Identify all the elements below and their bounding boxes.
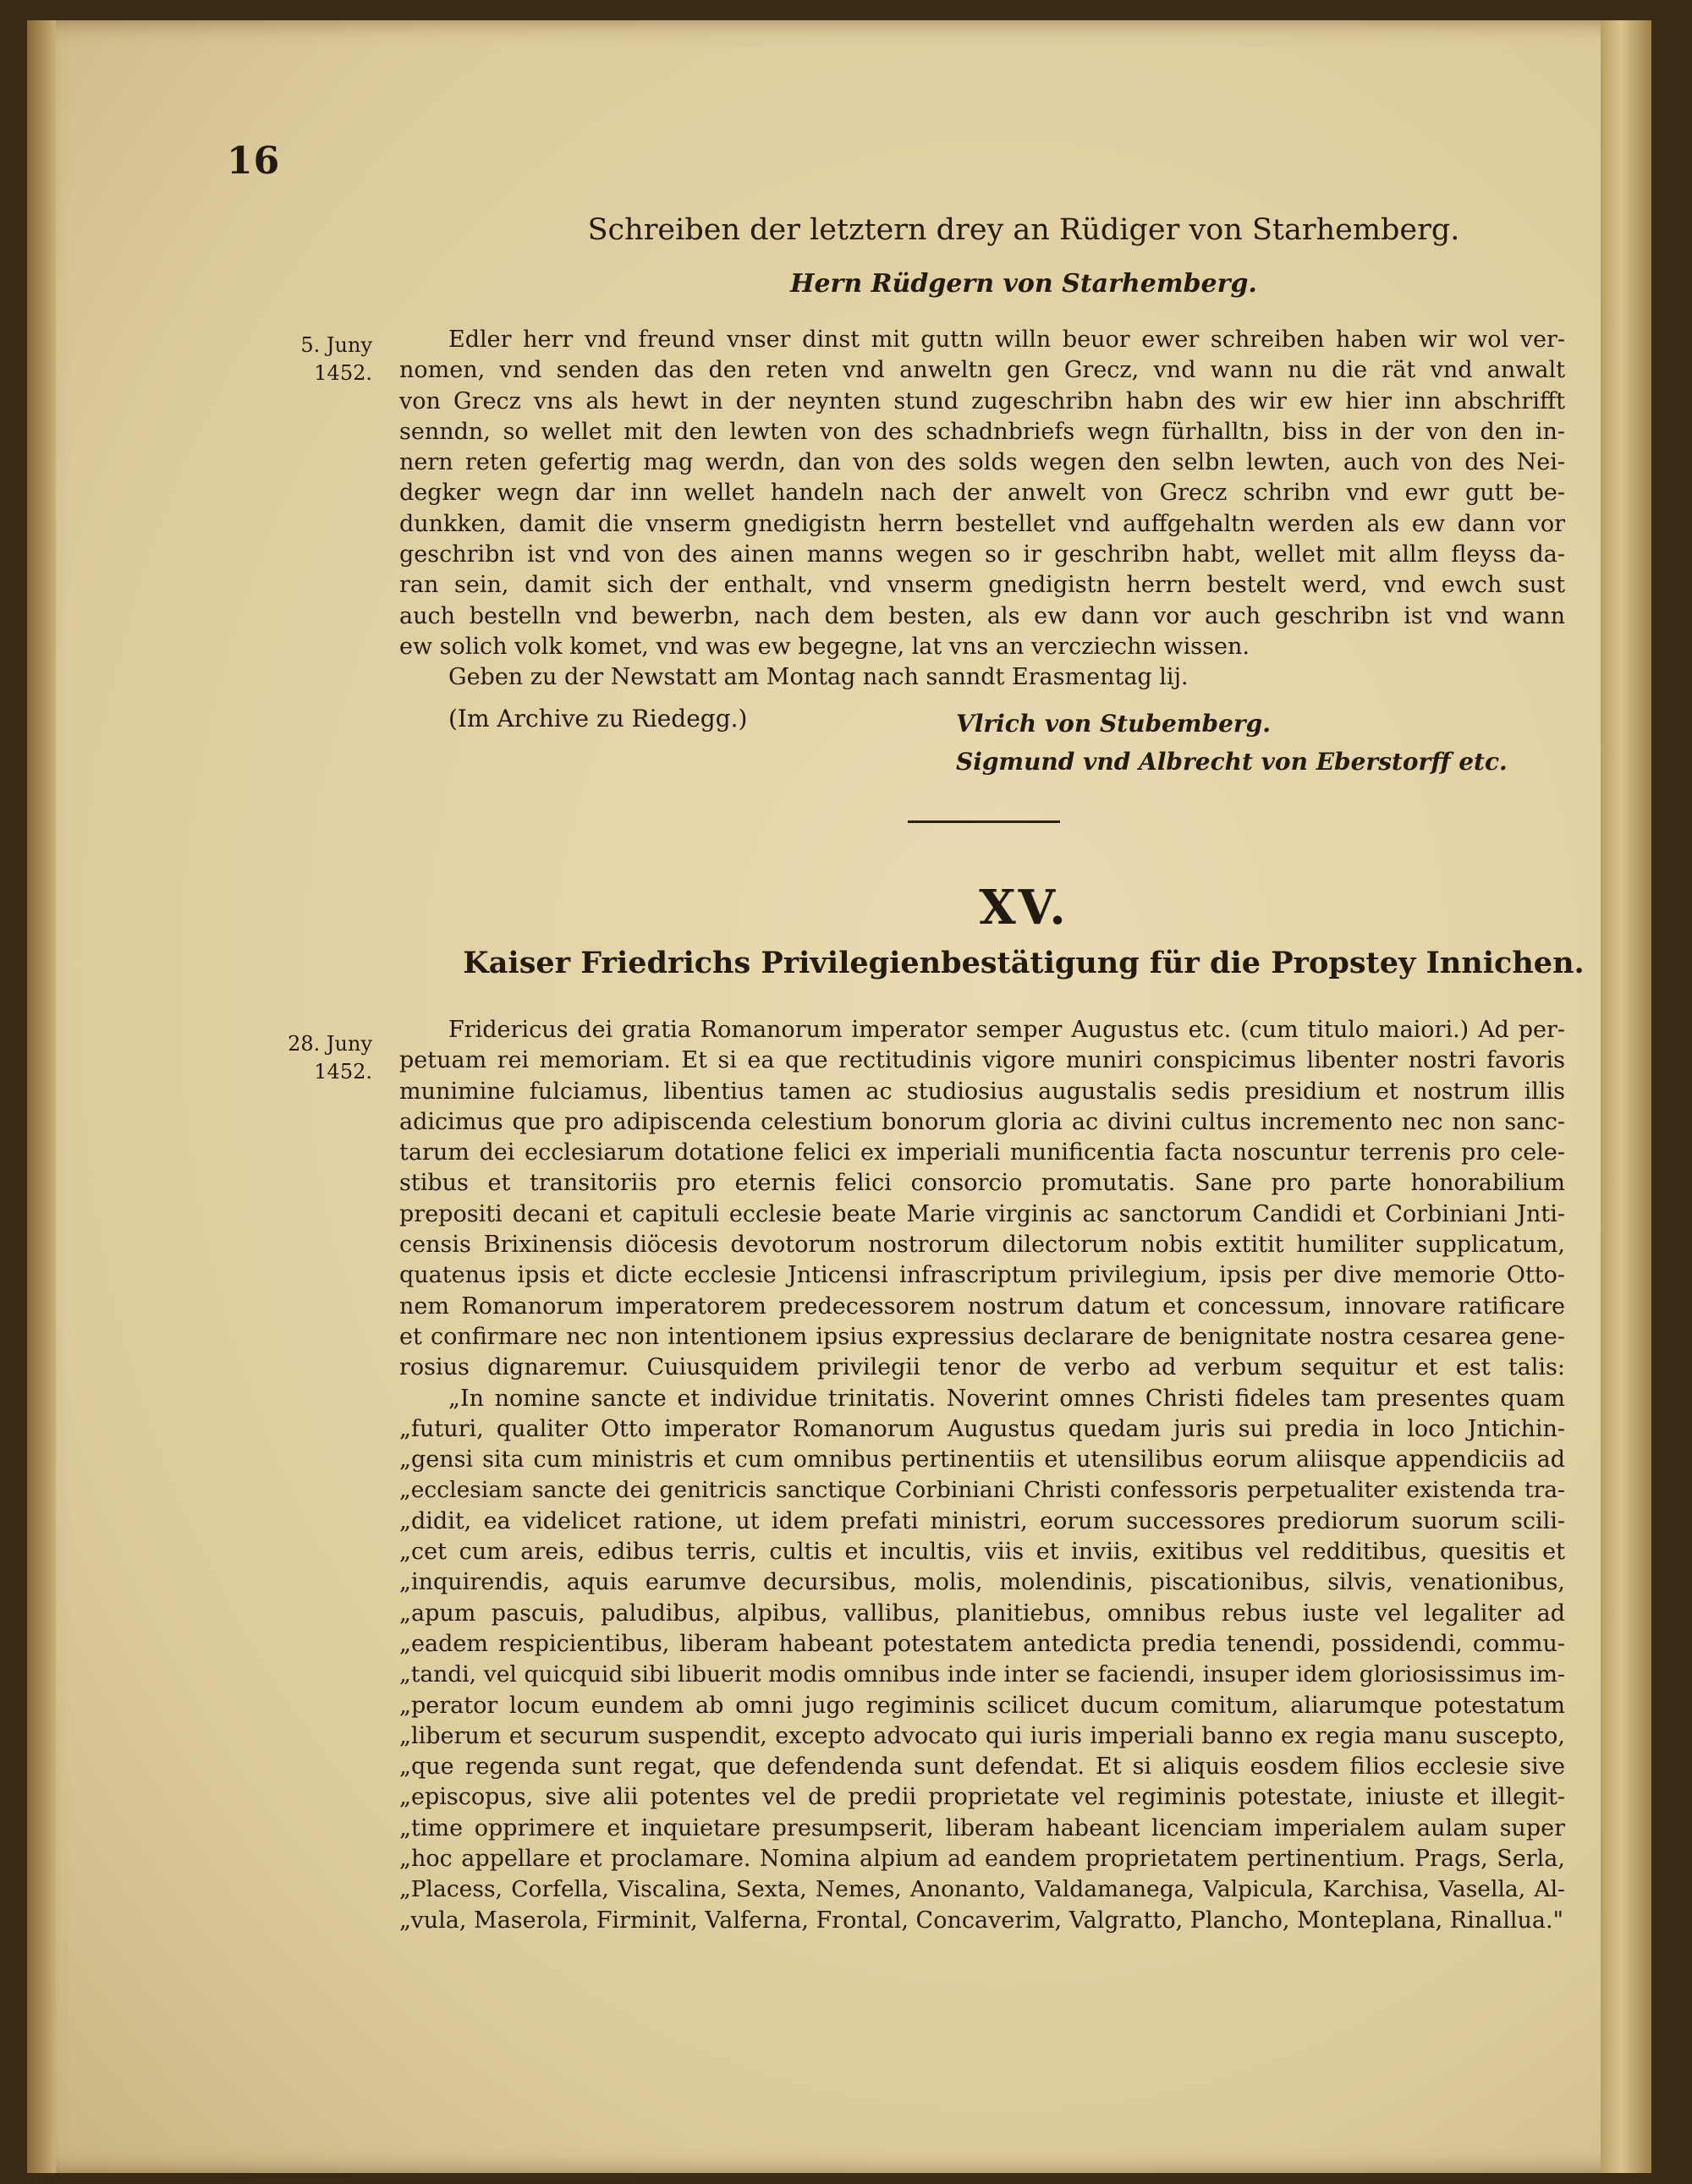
text-line: ran sein, damit sich der enthalt, vnd vnserm gnedigistn herrn bestelt werd, vnd ewch sust [399, 572, 1565, 599]
text-line: „episcopus, sive alii potentes vel de predii proprietate vel regiminis potestate, iniuste et illegit- [399, 1784, 1565, 1811]
text-line: geschribn ist vnd von des ainen manns wegen so ir geschribn habt, wellet mit allm fleyss da- [399, 541, 1565, 568]
text-line: senndn, so wellet mit den lewten von des schadnbriefs wegn fürhalltn, biss in der von den in- [399, 418, 1565, 445]
date-day: 5. Juny [300, 333, 372, 357]
date-year: 1452. [314, 361, 372, 385]
text-line: petuam rei memoriam. Et si ea que rectitudinis vigore muniri conspicimus libenter nostri favoris [399, 1047, 1565, 1074]
text-line: rosius dignaremur. Cuiusquidem privilegii tenor de verbo ad verbum sequitur et est talis: [399, 1354, 1565, 1381]
signers [956, 705, 1508, 781]
text-line: auch bestelln vnd bewerbn, nach dem besten, als ew dann vor auch geschribn ist vnd wann [399, 602, 1565, 629]
signer-line: Vlrich von Stubemberg. [956, 710, 1271, 738]
text-line: „tandi, vel quicquid sibi libuerit modis omnibus inde inter se faciendi, insuper idem gloriosissimus im- [399, 1661, 1565, 1688]
text-line: quatenus ipsis et dicte ecclesie Jnticensi infrascriptum privilegium, ipsis per dive memorie Otto- [399, 1262, 1565, 1289]
text-line: ew solich volk komet, vnd was ew begegne, lat vns an vercziechn wissen. [399, 633, 1250, 660]
text-line: „ecclesiam sancte dei genitricis sanctique Corbiniani Christi confessoris perpetualiter existenda tra- [399, 1477, 1565, 1504]
text-line: „liberum et securum suspendit, excepto advocato qui iuris imperiali banno ex regia manu suscepto, [399, 1722, 1565, 1749]
text-line: nem Romanorum imperatorem predecessorem nostrum datum et concessum, innovare ratificare [399, 1292, 1565, 1320]
text-line: „Placess, Corfella, Viscalina, Sexta, Nemes, Anonanto, Valdamanega, Valpicula, Karchisa, Vasella, Al- [399, 1876, 1565, 1903]
letter-date-margin [254, 332, 372, 387]
text-line: „apum pascuis, paludibus, alpibus, vallibus, planitiebus, omnibus rebus iuste vel legaliter ad [399, 1600, 1565, 1627]
section-title: Kaiser Friedrichs Privilegienbestätigung für die Propstey Innichen. [463, 946, 1585, 980]
text-line: „gensi sita cum ministris et cum omnibus pertinentiis et utensilibus eorum aliisque appendiciis ad [399, 1446, 1565, 1473]
letter-addressee: Hern Rüdgern von Starhemberg. [790, 269, 1257, 299]
text-line: „In nomine sancte et individue trinitatis. Noverint omnes Christi fideles tam presentes quam [448, 1385, 1565, 1412]
text-line: „que regenda sunt regat, que defendenda sunt defendat. Et si aliquis eosdem filios ecclesie sive [399, 1753, 1565, 1781]
dateline: Geben zu der Newstatt am Montag nach sanndt Erasmentag lij. [448, 664, 1189, 691]
section-divider [908, 820, 1060, 823]
text-line: prepositi decani et capituli ecclesie beate Marie virginis ac sanctorum Candidi et Corbiniani Jnti- [399, 1200, 1565, 1227]
text-line: et confirmare nec non intentionem ipsius expressius declarare de benignitate nostra cesarea gene- [399, 1323, 1565, 1350]
date-year: 1452. [314, 1060, 372, 1084]
letter-title: Schreiben der letztern drey an Rüdiger von Starhemberg. [587, 213, 1460, 247]
text-line: „vula, Maserola, Firminit, Valferna, Frontal, Concaverim, Valgratto, Plancho, Monteplana, Rinallua." [399, 1907, 1563, 1934]
text-line: censis Brixinensis diöcesis devotorum nostrorum dilectorum nobis extitit humiliter supplicatum, [399, 1232, 1565, 1259]
section-body [399, 1015, 1565, 1936]
text-line: „didit, ea videlicet ratione, ut idem prefati ministri, eorum successores prediorum suorum scili- [399, 1507, 1565, 1534]
text-line: „inquirendis, aquis earumve decursibus, molis, molendinis, piscationibus, silvis, venationibus, [399, 1569, 1565, 1596]
text-line: degker wegn dar inn wellet handeln nach der anwelt von Grecz schribn vnd ewr gutt be- [399, 480, 1565, 507]
text-line: dunkken, damit die vnserm gnedigistn herrn bestellet vnd auffgehaltn werden als ew dann vor [399, 510, 1565, 537]
text-line: „perator locum eundem ab omni jugo regiminis scilicet ducum comitum, aliarumque potestatum [399, 1692, 1565, 1719]
text-line: stibus et transitoriis pro eternis felici consorcio promutatis. Sane pro parte honorabilium [399, 1170, 1565, 1197]
text-line: Edler herr vnd freund vnser dinst mit guttn willn beuor ewer schreiben haben wir wol ver- [448, 327, 1565, 353]
text-line: tarum dei ecclesiarum dotatione felici ex imperiali munificentia facta noscuntur terrenis pro cele- [399, 1139, 1565, 1166]
text-line: „cet cum areis, edibus terris, cultis et incultis, viis et inviis, exitibus vel redditibus, quesitis et [399, 1539, 1565, 1566]
text-line: „hoc appellare et proclamare. Nomina alpium ad eandem proprietatem pertinentium. Prags, Serla, [399, 1846, 1565, 1873]
text-line: Fridericus dei gratia Romanorum imperator semper Augustus etc. (cum titulo maiori.) Ad per- [448, 1017, 1565, 1043]
page-number: 16 [227, 140, 281, 183]
page-edge [27, 20, 56, 2173]
section-date-margin [254, 1030, 372, 1086]
text-line: nern reten gefertig mag werdn, dan von des solds wegen den selbn lewten, auch von des Nei- [399, 449, 1565, 476]
book-gutter [1601, 20, 1651, 2173]
text-line: „time opprimere et inquietare presumpserit, liberam habeant licenciam imperialem aulam super [399, 1814, 1565, 1841]
archive-note: (Im Archive zu Riedegg.) [448, 705, 748, 733]
section-numeral: XV. [979, 880, 1068, 936]
letter-body [399, 325, 1565, 694]
text-line: „eadem respicientibus, liberam habeant potestatem antedicta predia tenendi, possidendi, commu- [399, 1630, 1565, 1657]
signer-line: Sigmund vnd Albrecht von Eberstorff etc. [956, 748, 1508, 776]
text-line: adicimus que pro adipiscenda celestium bonorum gloria ac divini cultus incremento nec non sanc- [399, 1108, 1565, 1135]
date-day: 28. Juny [288, 1032, 372, 1056]
text-line: „futuri, qualiter Otto imperator Romanorum Augustus quedam juris sui predia in loco Jntichin- [399, 1415, 1565, 1442]
text-line: munimine fulciamus, libentius tamen ac studiosius augustalis sedis presidium et nostrum illis [399, 1078, 1565, 1105]
text-line: von Grecz vns als hewt in der neynten stund zugeschribn habn des wir ew hier inn abschrifft [399, 387, 1565, 414]
text-line: nomen, vnd senden das den reten vnd anweltn gen Grecz, vnd wann nu die rät vnd anwalt [399, 357, 1565, 384]
